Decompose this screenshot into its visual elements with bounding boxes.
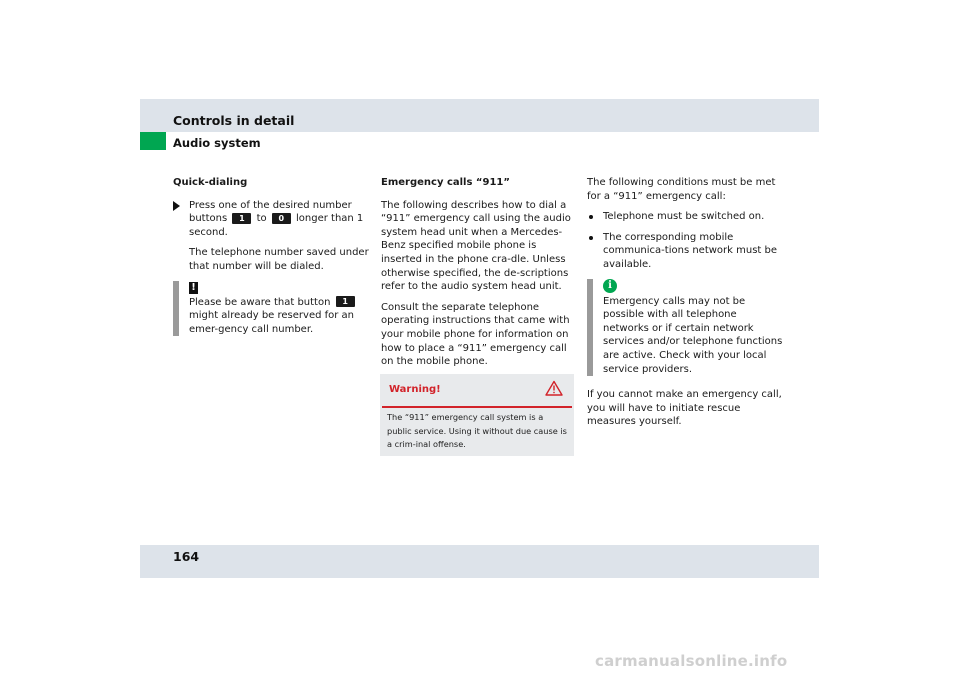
info-icon: i — [603, 279, 617, 293]
step-text-3: longer than 1 second. — [189, 213, 364, 238]
watermark-text: carmanualsonline.info — [595, 652, 788, 670]
column-emergency-calls — [381, 176, 574, 376]
note-bar — [173, 281, 179, 337]
page-number: 164 — [173, 549, 200, 564]
bullet-icon — [589, 236, 593, 240]
info-box — [587, 279, 783, 377]
warning-text: The “911” emergency call system is a public service. Using it without due cause is a crim-inal offense. — [387, 412, 567, 449]
page-title: Controls in detail — [173, 113, 295, 128]
condition-text: Telephone must be switched on. — [603, 211, 765, 223]
column-conditions — [587, 176, 783, 436]
column-quick-dialing — [173, 176, 369, 348]
exclamation-icon: ! — [189, 282, 198, 294]
note-text — [189, 296, 369, 337]
bullet-icon — [589, 215, 593, 219]
condition-text: The corresponding mobile communica-tions network must be available. — [603, 231, 778, 270]
condition-item — [587, 231, 783, 272]
number-key-1-icon: 1 — [336, 296, 355, 307]
section-marker — [140, 132, 166, 150]
emergency-paragraph-1: The following describes how to dial a “911” emergency call using the audio system head unit when a Mercedes-Benz specified mobile phone is inserted in the phone cra-dle. Unless otherwise specified, the de-scriptions refer to the audio system head unit. — [381, 199, 571, 293]
number-key-1-icon: 1 — [232, 213, 251, 224]
info-bar — [587, 279, 593, 377]
warning-triangle-icon — [545, 380, 563, 396]
number-key-0-icon: 0 — [272, 213, 291, 224]
condition-item — [587, 210, 783, 224]
note-box — [173, 281, 369, 337]
step-arrow-icon — [173, 201, 180, 211]
warning-title: Warning! — [389, 384, 441, 395]
info-text: Emergency calls may not be possible with all telephone networks or if certain network services and/or telephone functions are active. Check with your local service providers. — [603, 295, 783, 375]
section-title: Audio system — [173, 136, 261, 150]
quick-dialing-result: The telephone number saved under that number will be dialed. — [189, 247, 369, 272]
warning-box — [380, 374, 574, 456]
step-text-1: Press one of the desired number buttons — [189, 199, 352, 225]
note-text-2: might already be reserved for an emer-gency call number. — [189, 310, 355, 335]
emergency-calls-heading: Emergency calls “911” — [381, 177, 510, 188]
footer-band — [140, 545, 819, 578]
quick-dialing-step — [173, 199, 369, 240]
emergency-paragraph-2: Consult the separate telephone operating instructions that came with your mobile phone for information on how to place a “911” emergency call on the mobile phone. — [381, 301, 570, 368]
conditions-closing: If you cannot make an emergency call, you will have to initiate rescue measures yourself. — [587, 389, 782, 428]
warning-divider — [382, 406, 572, 408]
note-text-1: Please be aware that button — [189, 296, 331, 308]
quick-dialing-heading: Quick-dialing — [173, 177, 248, 188]
step-text-2: to — [256, 213, 267, 225]
conditions-intro: The following conditions must be met for a “911” emergency call: — [587, 177, 776, 202]
